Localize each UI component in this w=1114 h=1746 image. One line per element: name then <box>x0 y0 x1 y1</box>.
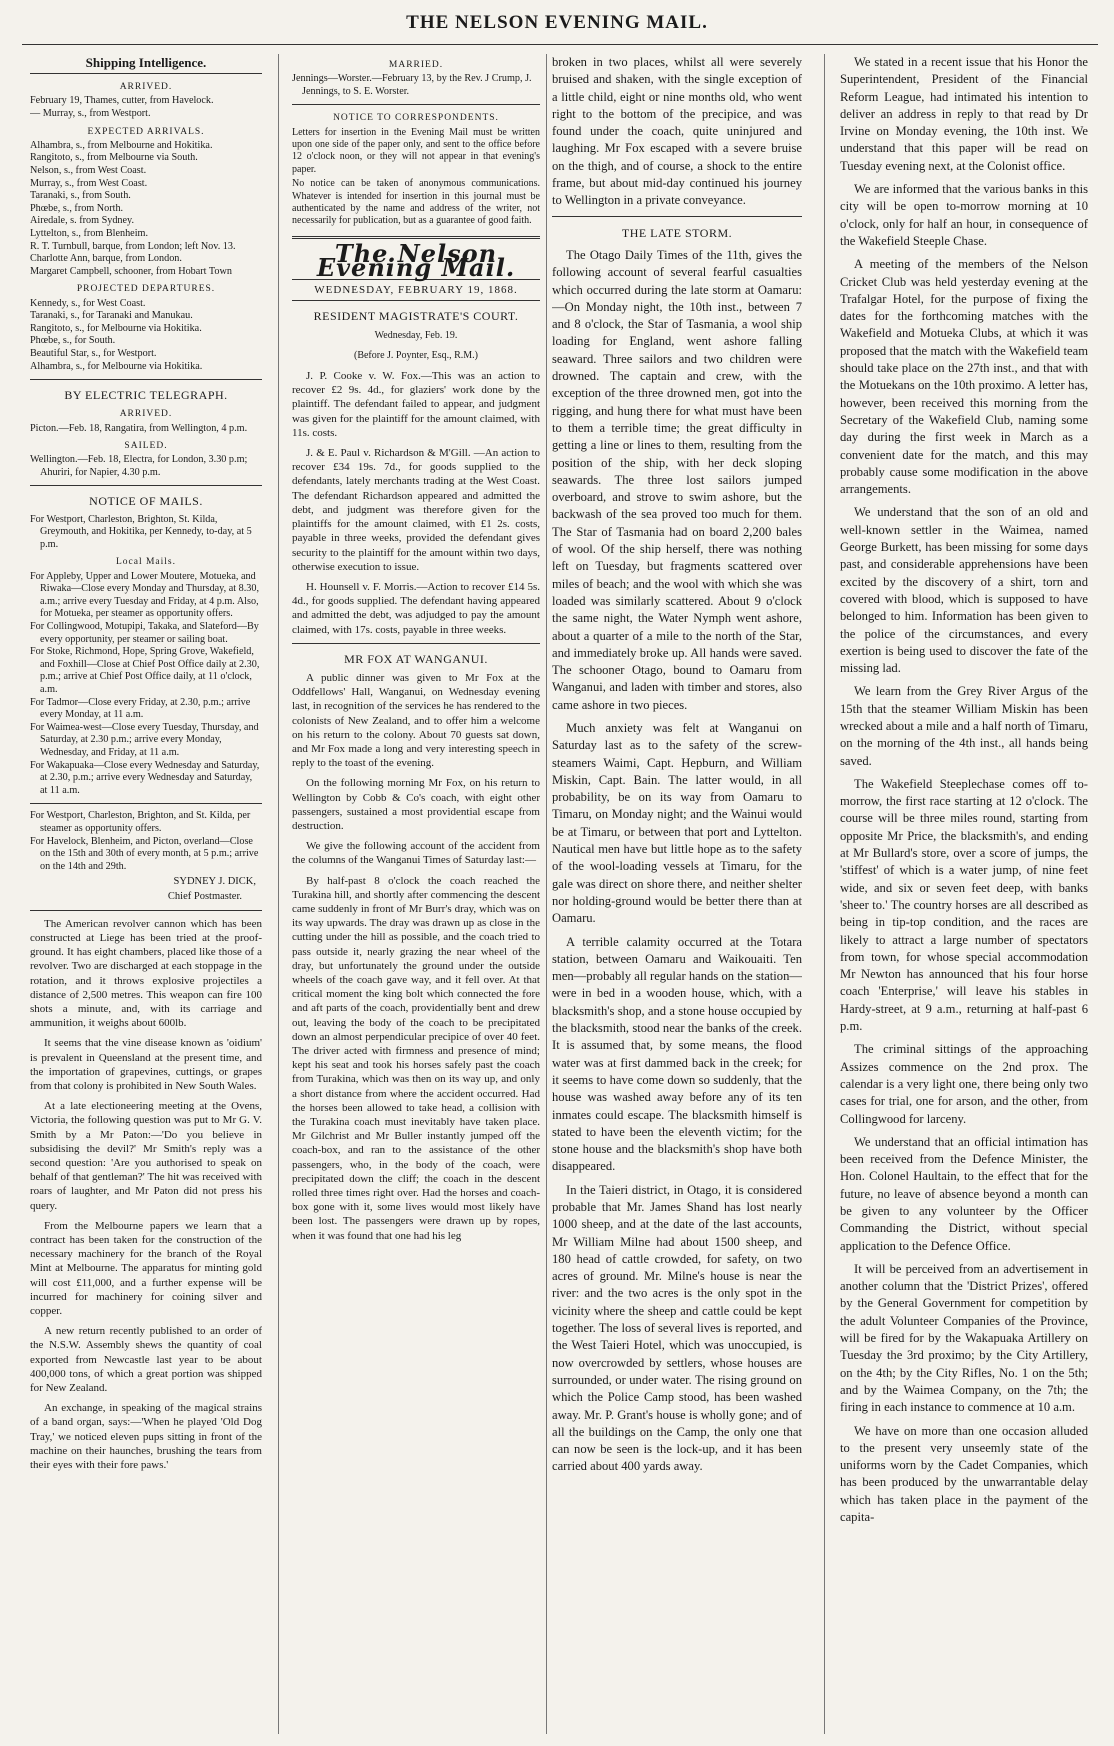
list-item: Phœbe, s., from North. <box>30 202 124 214</box>
col4-articles <box>840 54 1088 1526</box>
divider <box>30 485 262 486</box>
date-line: WEDNESDAY, FEBRUARY 19, 1868. <box>292 279 540 301</box>
list-item: Beautiful Star, s., for Westport. <box>30 347 157 359</box>
article-paragraph: It will be perceived from an advertisement in another column that the 'District Prizes', offered by the General Government for competition by the adult Volunteer Companies of the Province, will be fired for by the Wakapuaka Artillery on Tuesday the 3rd proximo; by the City Artillery, on the 4th; by the City Rifles, No. 1 on the 5th; and by the Waimea Company, on the 7th; the firing in each instance to commence at 10 a.m. <box>840 1261 1088 1415</box>
list-item: Rangitoto, s., for Melbourne via Hokitika. <box>30 322 202 334</box>
divider <box>30 379 262 380</box>
column-1 <box>30 54 262 1478</box>
local-mails-heading: Local Mails. <box>115 557 176 568</box>
article-paragraph: J. & E. Paul v. Richardson & M'Gill. —An action to recover £34 19s. 7d., for goods supplied to the defendants, lately merchants trading at the West Coast. The defendant Richardson appeared and admitted the debt, and judgment was therefore given for the plaintiffs for the amount claimed, with £1 2s. costs, payable in three weeks, provided the defendant gives security to the plaintiff for the amount within two days, otherwise execution to issue. <box>292 447 540 573</box>
court-magistrate: (Before J. Poynter, Esq., R.M.) <box>353 349 479 361</box>
article-paragraph: We have on more than one occasion alluded to the present very unseemly state of the uniforms worn by the Cadet Companies, which has been produced by the unwarrantable delay which has taken place in the payment of the capita- <box>840 1423 1088 1525</box>
article-paragraph: We are informed that the various banks in this city will be open to-morrow morning at 10 o'clock, only for half an hour, in consequence of the Wakefield Steeple Chase. <box>840 182 1088 248</box>
correspondents-p2: No notice can be taken of anonymous communications. Whatever is intended for insertion in this journal must be authenticated by the name and address of the writer, not necessarily for publication, but as a guarantee of good faith. <box>292 178 540 227</box>
list-item: For Stoke, Richmond, Hope, Spring Grove, Wakefield, and Foxhill—Close at Chief Post Office daily at 2.30, p.m.; arrive at Chief Post Office daily, at 11 o'clock, a.m. <box>30 646 260 696</box>
article-paragraph: From the Melbourne papers we learn that a contract has been taken for the construction of the necessary machinery for the branch of the Royal Mint at Melbourne. The apparatus for minting gold will cost £11,000, and a further expense will be incurred for machinery for coining silver and copper. <box>30 1219 262 1318</box>
article-paragraph: The Otago Daily Times of the 11th, gives the following account of several fearful casualties which occurred during the late storm at Oamaru:—On Monday night, the 10th inst., between 7 and 8 o'clock, the Star of Tasmania, a wool ship loading for England, went ashore falling seaward. Three sailors and two children were drowned. The captain and crew, with the exception of the three drowned men, got into the rigging, and hung there for what must have been to them a terrible time; the great difficulty in getting a line or lines to them, resulting from the position of the ship, with her deck sloping seawards. The three lost sailors jumped overboard, and strove to swim ashore, but the backwash of the sea proved too much for them. The Star of Tasmania had on board 2,200 bales of wool. Of the ship herself, there was nothing left on Tuesday, but fragments scattered over miles of beach; and the wool with which she was loaded was similarly scattered. About 9 o'clock the same night, the Water Nymph went ashore, about a quarter of a mile to the north of the Star, and immediately broke up. All hands were saved. The schooner Otago, bound to Oamaru from Wanganui, and laden with timber and stores, also came ashore in two pieces. <box>552 247 802 712</box>
list-item: Taranaki, s., for Taranaki and Manukau. <box>30 310 193 322</box>
divider <box>552 216 802 217</box>
list-item: For Tadmor—Close every Friday, at 2.30, p.m.; arrive every Monday, at 11 a.m. <box>30 696 251 721</box>
other-mails-list <box>30 810 262 873</box>
article-paragraph: A public dinner was given to Mr Fox at the Oddfellows' Hall, Wanganui, on Wednesday evening last, in recognition of the services he has rendered to the colonists of New Zealand, and to offer him a welcome on his return to the colony. About 70 guests sat down, and Mr Fox made a long and very interesting speech in reply to the toast of the evening. <box>292 671 540 770</box>
article-paragraph: An exchange, in speaking of the magical strains of a band organ, says:—'When he played 'Old Dog Tray,' we noticed eleven pups sitting in front of the machine on their haunches, brushing the tears from their eyes with their fore paws.' <box>30 1402 262 1472</box>
article-paragraph: We learn from the Grey River Argus of the 15th that the steamer William Miskin has been wrecked about a mile and a half north of Timaru, on the morning of the 4th inst., all hands being saved. <box>840 684 1088 768</box>
list-item: Murray, s., from West Coast. <box>30 177 148 189</box>
list-item: Kennedy, s., for West Coast. <box>30 297 146 309</box>
list-item: For Collingwood, Motupipi, Takaka, and Slateford—By every opportunity, per steamer or sailing boat. <box>30 621 259 645</box>
article-paragraph: The Wakefield Steeplechase comes off to-morrow, the first race starting at 12 o'clock. The course will be three miles round, starting from opposite Mr Price, the blacksmith's, and ending at Mr Bullard's store, over a score of jumps, the 'stiffest' of which is a water jump, of nine feet wide, and six or seven feet deep, with banks 'sheer to.' The country horses are all described as being in tip-top condition, and the races are likely to attract a large number of spectators from town, for whose special accommodation Mr Newton has announced that his four horse coach 'Enterprise,' will leave his stables in Hardy-street, at 9 a.m., returning at half-past 6 p.m. <box>840 776 1088 1034</box>
list-item: For Waimea-west—Close every Tuesday, Thursday, and Saturday, at 2.30 p.m.; arrive every Monday, Wednesday, and Friday, at 11 a.m. <box>30 721 259 758</box>
list-item: For Wakapuaka—Close every Wednesday and Saturday, at 2.30, p.m.; arrive every Wednesday and Saturday, at 11 a.m. <box>30 759 260 796</box>
list-item: For Appleby, Upper and Lower Moutere, Motueka, and Riwaka—Close every Monday and Thursday, at 8.30, a.m.; arrive every Tuesday and Friday, at 4 p.m. Also, for Motueka, per steamer as opportunity offers. <box>30 570 259 620</box>
list-item: R. T. Turnbull, barque, from London; left Nov. 13. <box>30 240 236 252</box>
article-paragraph: It seems that the vine disease known as 'oidium' is prevalent in Queensland at the present time, and the importation of grapevines, cuttings, or grapes from that colony is prohibited in New South Wales. <box>30 1037 262 1092</box>
masthead: THE NELSON EVENING MAIL. <box>406 12 708 33</box>
list-item: Taranaki, s., from South. <box>30 190 131 202</box>
column-2 <box>292 54 540 1249</box>
married-heading: MARRIED. <box>388 60 444 70</box>
col1-articles <box>30 917 262 1473</box>
column-divider <box>824 54 825 1734</box>
list-item: Lyttelton, s., from Blenheim. <box>30 227 148 239</box>
arrived-heading: ARRIVED. <box>119 82 173 93</box>
list-item: Airedale, s. from Sydney. <box>30 215 135 227</box>
list-item: — Murray, s., from Westport. <box>30 108 151 119</box>
mails-heading: NOTICE OF MAILS. <box>89 494 203 509</box>
telegraph-heading: BY ELECTRIC TELEGRAPH. <box>64 388 228 403</box>
article-paragraph: The criminal sittings of the approaching Assizes commence on the 2nd prox. The calendar is a very light one, there being only two cases for trial, one for arson, and the other, from Collingwood for larceny. <box>840 1042 1088 1126</box>
correspondents-p1: Letters for insertion in the Evening Mail must be written upon one side of the paper only, and sent to the office before 12 o'clock noon, or they will not appear in that evening's paper. <box>292 126 540 175</box>
list-item: Nelson, s., from West Coast. <box>30 164 147 176</box>
expected-heading: EXPECTED ARRIVALS. <box>87 126 205 137</box>
list-item: Margaret Campbell, schooner, from Hobart Town <box>30 265 232 277</box>
list-item: Charlotte Ann, barque, from London. <box>30 253 182 265</box>
column-4 <box>840 54 1088 1532</box>
court-heading: RESIDENT MAGISTRATE'S COURT. <box>313 309 519 324</box>
article-paragraph: The American revolver cannon which has been constructed at Liege has been tried at the proof-ground. It has eight chambers, placed like those of a revolver. Two are discharged at each stoppage in the rotation, and it throws explosive projectiles a distance of 2,500 metres. This weapon can fire 100 shots a minute, and, with its carriage and ammunition, it weighs about 600lb. <box>30 917 262 1030</box>
court-cases <box>292 369 540 637</box>
list-item: Rangitoto, s., from Melbourne via South. <box>30 152 198 164</box>
list-item: For Westport, Charleston, Brighton, St. Kilda, Greymouth, and Hokitika, per Kennedy, to-day, at 5 p.m. <box>30 513 252 550</box>
article-paragraph: A new return recently published to an order of the N.S.W. Assembly shews the quantity of coal exported from Newcastle last year to be about 400,000 tons, of which a great portion was shipped for New Zealand. <box>30 1325 262 1395</box>
married-text: Jennings—Worster.—February 13, by the Rev. J Crump, J. Jennings, to S. E. Worster. <box>292 73 532 97</box>
telegraph-arrived-heading: ARRIVED. <box>119 409 173 420</box>
article-paragraph: We give the following account of the accident from the columns of the Wanganui Times of Saturday last:— <box>292 840 540 867</box>
storm-article <box>552 247 802 1476</box>
postmaster-title: Chief Postmaster. <box>167 890 242 902</box>
article-paragraph: H. Hounsell v. F. Morris.—Action to recover £14 5s. 4d., for goods supplied. The defendant having appeared and admitted the debt, was adjudged to pay the amount claimed, with 17s. costs, payable in three weeks. <box>292 580 540 636</box>
expected-list <box>30 140 262 279</box>
article-paragraph: We understand that an official intimation has been received from the Defence Minister, the Hon. Colonel Haultain, to the effect that for the future, no leave of absence beyond a month can be given to any volunteer by the Officer Commanding the District, without special application to the Defence Office. <box>840 1134 1088 1253</box>
list-item: Alhambra, s., for Melbourne via Hokitika. <box>30 360 203 372</box>
article-paragraph: Much anxiety was felt at Wanganui on Saturday last as to the safety of the screw-steamers Waimi, Capt. Hepburn, and William Miskin, Capt. Bain. The latter would, in all probability, be on its way from Oamaru to Timaru, on Monday night; and the Wainui would be at Timaru, or between that port and Lyttelton. Nautical men have but little hope as to the safety of the wool-loading vessels at Timaru, for the gale was direct on shore there, and neither shelter nor holding-ground would be better there than at Oamaru. <box>552 720 802 926</box>
article-paragraph: In the Taieri district, in Otago, it is considered probable that Mr. James Shand has lost nearly 1000 sheep, and at the date of the last accounts, Mr William Milne had about 1500 sheep, and 180 head of cattle crowded, for safety, on two acres of ground. Mr. Milne's house is near the river: and the two acres is the only spot in the vicinity where the sheep and cattle could be kept together. The loss of several lives is reported, and the West Taieri Hotel, which was unoccupied, is now overcrowded by settlers, whose houses are surrounded, or under water. The rising ground on which the Police Camp stood, has been washed away. Mr. P. Grant's house is wholly gone; and of all the buildings on the Camp, the only one that can now be seen is the lock-up, and it has been carried about 400 yards away. <box>552 1182 802 1474</box>
article-paragraph: We understand that the son of an old and well-known settler in the Waimea, named George Burkett, has been missing for some days past, and considerable apprehensions have been excited by the discovery of a shirt, torn and covered with blood, which is supposed to have belonged to him. Information has been given to the police of the circumstances, and every exertion is being used to discover the fate of the missing lad. <box>840 505 1088 676</box>
divider <box>292 104 540 105</box>
telegraph-arrived: Picton.—Feb. 18, Rangatira, from Wellington, 4 p.m. <box>30 422 248 434</box>
local-mails-list <box>30 571 262 798</box>
divider <box>30 803 262 804</box>
projected-list <box>30 298 262 374</box>
arrived-list <box>30 95 262 120</box>
fox-heading: MR FOX AT WANGANUI. <box>344 651 488 666</box>
list-item: February 19, Thames, cutter, from Havelock. <box>30 95 214 107</box>
fox-article <box>292 671 540 1243</box>
postmaster-name: SYDNEY J. DICK, <box>173 876 256 888</box>
article-paragraph: On the following morning Mr Fox, on his return to Wellington by Cobb & Co's coach, with eight other passengers, sustained a most providential escape from destruction. <box>292 777 540 832</box>
list-item: Phœbe, s., for South. <box>30 335 116 347</box>
divider <box>30 910 262 911</box>
telegraph-sailed: Wellington.—Feb. 18, Electra, for London, 3.30 p.m; Ahuriri, for Napier, 4.30 p.m. <box>30 454 248 478</box>
list-item: For Westport, Charleston, Brighton, and St. Kilda, per steamer as opportunity offers. <box>30 810 251 834</box>
column-divider <box>546 54 547 1734</box>
correspondents-heading: NOTICE TO CORRESPONDENTS. <box>333 113 499 124</box>
fox-continued: broken in two places, whilst all were severely bruised and shaken, with the single exception of a little child, eight or nine months old, who went right to the bottom of the precipice, and was found under the coach, quite uninjured and laughing. Mr Fox escaped with a severe bruise on the thigh, and of course, a shock to the entire frame, but about mid-day continued his journey to Wellington in a private conveyance. <box>552 55 802 208</box>
article-paragraph: J. P. Cooke v. W. Fox.—This was an action to recover £2 9s. 4d., for glaziers' work done by the plaintiff. The defendant failed to appear, and judgment was given for the plaintiff for the amount claimed, with 11s. costs. <box>292 370 540 439</box>
article-paragraph: By half-past 8 o'clock the coach reached the Turakina hill, and shortly after commencing the descent came suddenly in front of Mr Burr's dray, which was on its way upwards. The dray was drawn up as close in the cutting under the hill as possible, and the coach tried to pass outside it, nearly grazing the near wheel of the dray, but unfortunately the ground under the outside wheels of the coach gave way, and it fell over. At that critical moment the king bolt which connected the fore and aft parts of the coach, providentially bent and drew out, leaving the body of the coach to be precipitated down an almost perpendicular precipice of over 40 feet. The driver acted with firmness and presence of mind; kept his seat and took his horses safely past the coach from Turakina, which was then on its way up, and only a short distance from where the accident occurred. Had the horses been allowed to take head, a collision with the Turakina coach must inevitably have taken place. Mr Gilchrist and Mr Buller instantly jumped off the coach-box, and ran to the assistance of the other passengers, who, in the body of the coach, were precipitated down the cliff; the coach in the descent rolled three times right over. Had the horses and coach-box gone with it, some lives would most likely have been lost. The passengers were drawn up by ropes, when it was found that one had his leg <box>292 874 540 1242</box>
nameplate: The Nelson Evening Mail. <box>316 238 516 283</box>
column-3 <box>552 54 802 1482</box>
storm-heading: THE LATE STORM. <box>621 225 733 240</box>
column-divider <box>278 54 279 1734</box>
article-paragraph: A terrible calamity occurred at the Totara station, between Oamaru and Waikouaiti. Ten men—probably all regular hands on the station—were in bed in a wooden house, which, with a blacksmith's shop, and a stone house occupied by the blacksmith, stood near the banks of the creek. It is assumed that, by some means, the flood water was at first dammed back in the creek; for it seems to have come down so suddenly, that the house was washed away before any of its ten inmates could escape. The blacksmith himself is stated to have been the eleventh victim; for the stone house and the blacksmith's shop have both disappeared. <box>552 934 802 1174</box>
mails-list <box>30 514 262 552</box>
telegraph-sailed-heading: SAILED. <box>124 441 168 452</box>
court-date: Wednesday, Feb. 19. <box>374 329 458 341</box>
list-item: Alhambra, s., from Melbourne and Hokitika. <box>30 139 213 151</box>
divider <box>292 643 540 644</box>
article-paragraph: At a late electioneering meeting at the Ovens, Victoria, the following question was put to Mr G. V. Smith by a Mr Paton:—'Do you believe in subsidising the devil?' Mr Smith's reply was a second question: 'Are you authorised to speak on behalf of that gentleman?' The hit was received with roars of laughter, and Mr Paton did not press his query. <box>30 1100 262 1212</box>
article-paragraph: We stated in a recent issue that his Honor the Superintendent, President of the Financial Reform League, had intimated his intention to deliver an address in reply to that read by Dr Irvine on Monday evening, the 10th inst. We understand that this paper will be read on Tuesday evening next, at the Colonist office. <box>840 55 1088 173</box>
masthead-rule <box>22 44 1098 45</box>
projected-heading: PROJECTED DEPARTURES. <box>76 284 216 295</box>
shipping-title: Shipping Intelligence. <box>30 56 262 74</box>
article-paragraph: A meeting of the members of the Nelson Cricket Club was held yesterday evening at the Trafalgar Hotel, for the purpose of fixing the dates for the forthcoming matches with the Wakefield and Motueka Clubs, at which it was proposed that the match with the Wakefield team should take place on the 27th inst., and that with the Motuekans on the 10th proximo. A letter has, however, been received this morning from the Secretary of the Wakefield Club, naming some day during the first week in March as a convenient date for the match, and this may probably cause some modification in the above arrangements. <box>840 257 1088 497</box>
list-item: For Havelock, Blenheim, and Picton, overland—Close on the 15th and 30th of every month, at 5 p.m.; arrive on the 14th and 29th. <box>30 835 259 872</box>
